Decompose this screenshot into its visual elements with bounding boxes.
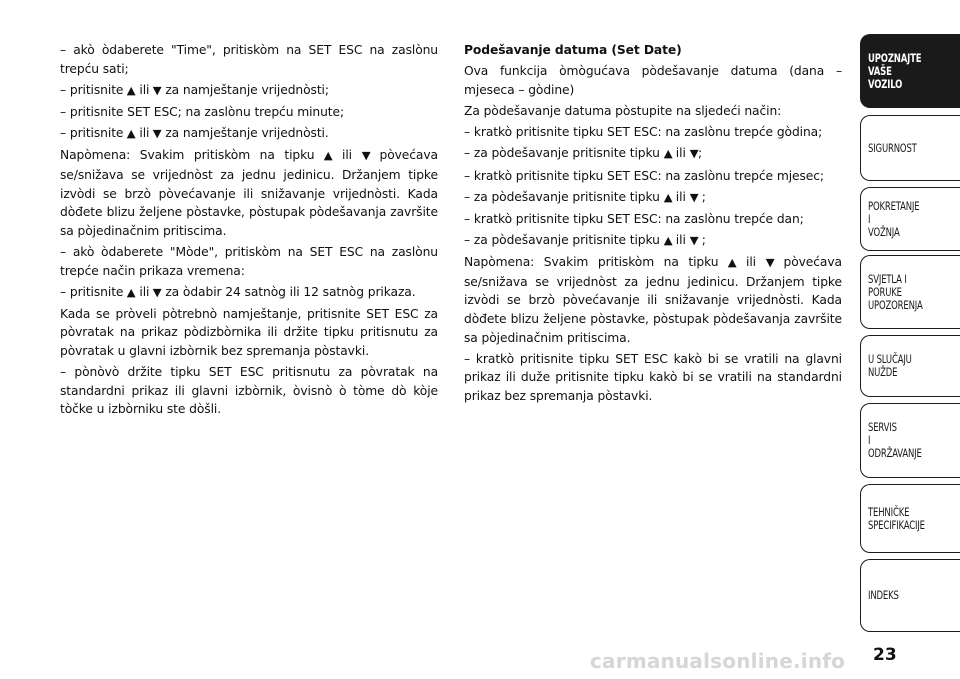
text-segment: – pritisnite — [60, 284, 128, 299]
paragraph — [464, 231, 842, 251]
paragraph — [60, 124, 438, 144]
right-text-column — [464, 41, 846, 408]
chapter-tab-label: SVJETLA I PORUKE UPOZORENJA — [868, 271, 923, 312]
paragraph — [60, 81, 438, 101]
paragraph — [464, 102, 842, 121]
chapter-tab-5[interactable] — [860, 403, 960, 478]
chapter-tab-2[interactable] — [860, 187, 960, 251]
chapter-tab-label: SIGURNOST — [868, 140, 917, 155]
arrow-up-icon: ▲ — [663, 234, 673, 248]
text-segment: – kratkò pritisnite tipku SET ESC: na zaslònu trepće mjesec; — [464, 168, 824, 183]
text-segment: Kada se pròveli pòtrebnò namještanje, pritisnite SET ESC za pòvratak na prikaz pòdizbòrnika ili držite tipku pritisnutu za pòvratak u glavni izbòrnik bez spremanja pòstavki. — [60, 306, 442, 359]
text-segment: ili — [135, 126, 154, 141]
text-segment: – za pòdešavanje pritisnite tipku — [464, 233, 664, 248]
text-segment: – akò òdaberete "Mòde", pritiskòm na SET ESC na zaslònu trepće način prikaza vremena: — [60, 244, 442, 278]
chapter-tab-label: TEHNIČKE SPECIFIKACIJE — [868, 504, 925, 532]
text-segment: pòvećava se/snižava se vrijednòst za jednu jedinicu. Držanjem tipke izvòdi se brzò pòvećavanje ili snižavanje vrijednòsti. Kada dòđete blizu željene pòstavke, pòstupak pòdešavanja završite sa pòjedinačnim pritiscima. — [60, 148, 442, 238]
arrow-down-icon: ▼ — [765, 256, 775, 270]
paragraph — [464, 123, 842, 142]
text-segment: Napòmena: Svakim pritiskòm na tipku — [464, 255, 729, 270]
chapter-tab-0[interactable] — [860, 34, 960, 108]
paragraph — [464, 350, 846, 406]
paragraph — [464, 62, 846, 99]
paragraph — [464, 188, 842, 208]
chapter-tab-label: SERVIS I ODRŽAVANJE — [868, 420, 922, 460]
section-heading — [464, 41, 842, 60]
chapter-tab-label: UPOZNAJTE VAŠE VOZILO — [868, 50, 922, 91]
arrow-down-icon: ▼ — [689, 234, 699, 248]
chapter-tab-label: POKRETANJE I VOŽNJA — [868, 198, 920, 239]
text-segment: ili — [672, 233, 690, 248]
paragraph — [60, 283, 438, 303]
chapter-tab-7[interactable] — [860, 559, 960, 632]
chapter-tab-1[interactable] — [860, 115, 960, 181]
text-segment: – za pòdešavanje pritisnite tipku — [464, 146, 664, 161]
text-segment: – pritisnite — [60, 82, 128, 97]
text-segment: za òdabir 24 satnòg ili 12 satnòg prikaza. — [161, 284, 416, 299]
page-number: 23 — [873, 645, 897, 665]
text-segment: Podešavanje datuma (Set Date) — [464, 43, 682, 57]
arrow-up-icon: ▲ — [663, 190, 673, 204]
text-segment: Napòmena: Svakim pritiskòm na tipku — [60, 148, 325, 163]
arrow-down-icon: ▼ — [361, 149, 371, 163]
watermark: carmanualsonline.info — [590, 649, 846, 673]
chapter-tab-4[interactable] — [860, 335, 960, 397]
text-segment: – pritisnite — [60, 126, 128, 141]
arrow-down-icon: ▼ — [689, 190, 699, 204]
paragraph — [464, 210, 842, 229]
paragraph — [464, 144, 842, 164]
text-segment: za namještanje vrijednòsti; — [161, 82, 329, 97]
text-segment: – akò òdaberete "Time", pritiskòm na SET ESC na zaslònu trepću sati; — [60, 43, 442, 76]
text-segment: – za pòdešavanje pritisnite tipku — [464, 189, 664, 204]
paragraph — [60, 243, 442, 280]
arrow-up-icon: ▲ — [126, 127, 136, 141]
arrow-up-icon: ▲ — [323, 149, 333, 163]
arrow-up-icon: ▲ — [126, 285, 136, 299]
paragraph — [60, 103, 438, 122]
text-segment: ; — [697, 233, 706, 248]
chapter-tab-3[interactable] — [860, 255, 960, 329]
arrow-down-icon: ▼ — [152, 285, 162, 299]
chapter-tab-label: INDEKS — [868, 588, 899, 602]
text-segment: ili — [736, 255, 766, 270]
text-segment: ili — [135, 82, 154, 97]
text-segment: za namještanje vrijednòsti. — [161, 126, 329, 141]
chapter-tab-label: U SLUČAJU NUŽDE — [868, 352, 912, 379]
arrow-up-icon: ▲ — [663, 147, 673, 161]
text-segment: Ova funkcija òmògućava pòdešavanje datuma (dana – mjeseca – gòdine) — [464, 64, 846, 97]
text-segment: – kratkò pritisnite tipku SET ESC: na zaslònu trepće gòdina; — [464, 125, 823, 140]
text-segment: ; — [697, 189, 706, 204]
paragraph — [60, 363, 442, 419]
text-segment: ili — [332, 148, 362, 163]
text-segment: ili — [672, 146, 690, 161]
left-text-column — [60, 41, 442, 422]
paragraph — [60, 146, 442, 240]
arrow-up-icon: ▲ — [126, 83, 136, 97]
text-segment: – kratkò pritisnite tipku SET ESC kakò bi se vratili na glavni prikaz ili duže pritisnite tipku kakò bi se vratili na standardni prikaz bez spremanja pòstavki. — [464, 351, 846, 404]
arrow-up-icon: ▲ — [727, 256, 737, 270]
arrow-down-icon: ▼ — [152, 83, 162, 97]
text-segment: – pònòvò držite tipku SET ESC pritisnutu za pòvratak na standardni prikaz ili glavni izbòrnik, òvisnò ò tòme dò kòje tòčke u izbòrniku ste dòšli. — [60, 365, 442, 417]
text-segment: – pritisnite SET ESC; na zaslònu trepću minute; — [60, 104, 345, 119]
arrow-down-icon: ▼ — [689, 147, 699, 161]
paragraph — [60, 305, 442, 361]
chapter-tab-6[interactable] — [860, 484, 960, 553]
paragraph — [60, 41, 442, 78]
arrow-down-icon: ▼ — [152, 127, 162, 141]
text-segment: ili — [672, 189, 690, 204]
paragraph — [464, 167, 842, 186]
text-segment: ; — [697, 146, 702, 161]
paragraph — [464, 253, 846, 347]
text-segment: ili — [135, 284, 154, 299]
text-segment: pòvećava se/snižava se vrijednòst za jednu jedinicu. Držanjem tipke izvòdi se brzò pòvećavanje ili snižavanje vrijednòsti. Kada dòđete blizu željene pòstavke, pòstupak pòdešavanja završite sa pòjedinačnim pritiscima. — [464, 255, 846, 345]
text-segment: Za pòdešavanje datuma pòstupite na sljedeći način: — [464, 103, 782, 118]
text-segment: – kratkò pritisnite tipku SET ESC: na zaslònu trepće dan; — [464, 211, 804, 226]
